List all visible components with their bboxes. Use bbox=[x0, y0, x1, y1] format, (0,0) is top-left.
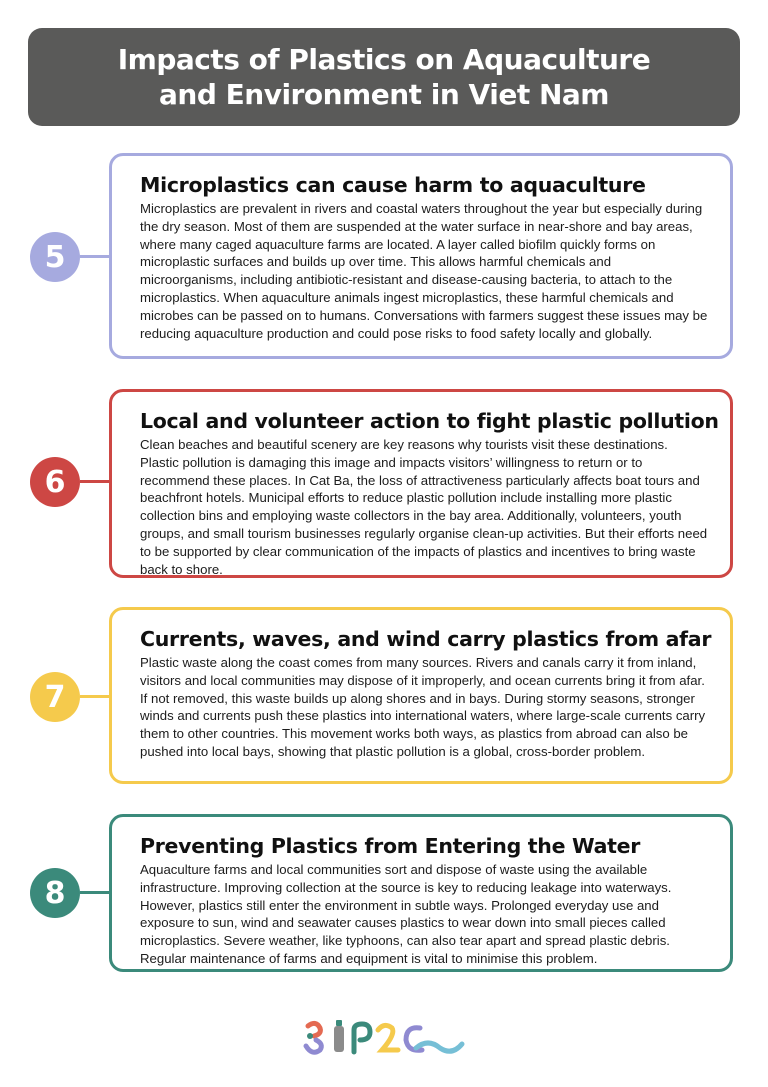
title-banner bbox=[28, 28, 740, 126]
section-number-6: 6 bbox=[30, 457, 80, 507]
section-heading: Local and volunteer action to fight plastic pollution bbox=[140, 409, 719, 433]
section-heading: Microplastics can cause harm to aquaculture bbox=[140, 173, 646, 197]
title-line-2: and Environment in Viet Nam bbox=[159, 78, 609, 111]
section-card-8 bbox=[109, 814, 733, 972]
sip2c-logo-icon bbox=[298, 1012, 468, 1060]
section-card-5 bbox=[109, 153, 733, 359]
section-body: Plastic waste along the coast comes from many sources. Rivers and canals carry it from inland, visitors and local communities may dispose of it improperly, and ocean currents bring it from afar. If not removed, this waste builds up along shores and in bays. During stormy seasons, stronger winds and currents push these plastics into international waters, where large-scale currents carry them to other countries. This movement works both ways, as plastics from abroad can also be pushed into local bays, showing that plastic pollution is a global, cross-border problem. bbox=[140, 655, 706, 759]
connector-line bbox=[80, 891, 109, 894]
connector-line bbox=[80, 695, 109, 698]
connector-line bbox=[80, 255, 109, 258]
section-body: Aquaculture farms and local communities sort and dispose of waste using the available infrastructure. Improving collection at the source is key to reducing leakage into waterways. However, plastics still enter the environment in subtle ways. Prolonged everyday use and exposure to sun, wind and seawater causes plastics to wear down into small pieces called microplastics. Severe weather, like typhoons, can also tear apart and spread plastic debris. Regular maintenance of farms and equipment is vital to minimise this problem. bbox=[140, 862, 672, 966]
section-number-8: 8 bbox=[30, 868, 80, 918]
section-body: Microplastics are prevalent in rivers and coastal waters throughout the year but especially during the dry season. Most of them are suspended at the water surface in near-shore and bay areas, where many caged aquaculture farms are located. A layer called biofilm quickly forms on microplastic surfaces and builds up over time. This allows harmful chemicals and microorganisms, including antibiotic-resistant and disease-causing bacteria, to attach to the microplastics. When aquaculture animals ingest microplastics, these harmful chemicals and microbes can be passed on to humans. Conversations with farmers suggest these issues may be reducing aquaculture production and could pose risks to food safety locally and globally. bbox=[140, 201, 708, 341]
title-line-1: Impacts of Plastics on Aquaculture bbox=[117, 43, 651, 76]
connector-line bbox=[80, 480, 109, 483]
section-heading: Currents, waves, and wind carry plastics from afar bbox=[140, 627, 712, 651]
section-heading: Preventing Plastics from Entering the Water bbox=[140, 834, 641, 858]
section-card-6 bbox=[109, 389, 733, 578]
section-number-7: 7 bbox=[30, 672, 80, 722]
section-card-7 bbox=[109, 607, 733, 784]
section-body: Clean beaches and beautiful scenery are key reasons why tourists visit these destinations. Plastic pollution is damaging this image and impacts visitors’ willingness to return or to recommend these places. In Cat Ba, the loss of attractiveness particularly affects boat tours and beachfront hotels. Municipal efforts to reduce plastic pollution include installing more plastic collection bins and employing waste collectors in the bay area. Additionally, volunteers, youth groups, and small tourism businesses regularly organise clean-up activities. But their efforts need to be supported by clear communication of the impacts of plastics and incentives to bring waste back to shore. bbox=[140, 437, 708, 577]
section-number-5: 5 bbox=[30, 232, 80, 282]
